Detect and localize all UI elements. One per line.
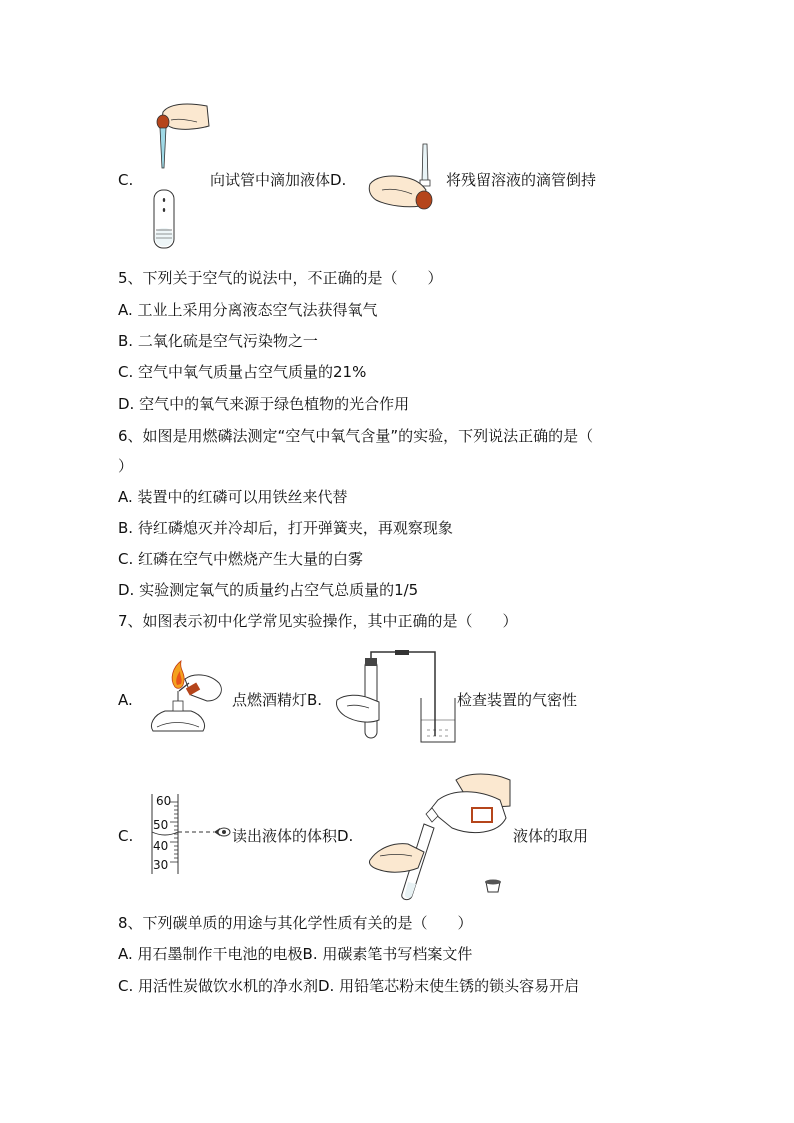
scale-tick-30: 30 bbox=[153, 858, 169, 872]
dropper-test-tube-figure bbox=[145, 100, 215, 255]
liquid-pouring-figure bbox=[368, 770, 513, 905]
question-6-option-b: B. 待红磷熄灭并冷却后，打开弹簧夹，再观察现象 bbox=[118, 519, 453, 537]
alcohol-lamp-lighting-figure bbox=[145, 655, 235, 743]
question-6-option-d: D. 实验测定氧气的质量约占空气总质量的1/5 bbox=[118, 581, 419, 599]
question-5-option-c: C. 空气中氧气质量占空气质量的21% bbox=[118, 363, 367, 381]
option-d-text: 将残留溶液的滴管倒持 bbox=[446, 171, 597, 189]
scale-tick-60: 60 bbox=[156, 794, 172, 808]
question-5-option-d: D. 空气中的氧气来源于绿色植物的光合作用 bbox=[118, 395, 410, 413]
question-6-stem: 6、如图是用燃磷法测定“空气中氧气含量”的实验，下列说法正确的是（ bbox=[118, 427, 594, 445]
question-6-stem-continuation: ） bbox=[118, 457, 134, 475]
graduated-cylinder-reading-figure bbox=[148, 792, 233, 876]
question-8-stem: 8、下列碳单质的用途与其化学性质有关的是（ ） bbox=[118, 914, 473, 932]
question-5-option-b: B. 二氧化硫是空气污染物之一 bbox=[118, 332, 318, 350]
inverted-dropper-figure bbox=[368, 140, 440, 220]
option-a-label: A. bbox=[118, 691, 133, 709]
option-a-text: 点燃酒精灯B. bbox=[232, 691, 323, 709]
option-c2-label: C. bbox=[118, 827, 134, 845]
option-c2-text: 读出液体的体积D. bbox=[232, 827, 354, 845]
question-6-option-c: C. 红磷在空气中燃烧产生大量的白雾 bbox=[118, 550, 364, 568]
option-b-text: 检查装置的气密性 bbox=[457, 691, 578, 709]
question-7-stem: 7、如图表示初中化学常见实验操作，其中正确的是（ ） bbox=[118, 612, 518, 630]
option-c-label: C. bbox=[118, 171, 134, 189]
question-5-stem: 5、下列关于空气的说法中，不正确的是（ ） bbox=[118, 269, 443, 287]
question-8-options-cd: C. 用活性炭做饮水机的净水剂D. 用铅笔芯粉末使生锈的锁头容易开启 bbox=[118, 977, 580, 995]
airtightness-check-figure bbox=[335, 650, 460, 745]
scale-tick-40: 40 bbox=[153, 839, 169, 853]
option-d2-text: 液体的取用 bbox=[513, 827, 589, 845]
question-5-option-a: A. 工业上采用分离液态空气法获得氧气 bbox=[118, 301, 378, 319]
option-c-text: 向试管中滴加液体D. bbox=[210, 171, 347, 189]
question-8-options-ab: A. 用石墨制作干电池的电极B. 用碳素笔书写档案文件 bbox=[118, 945, 473, 963]
scale-tick-50: 50 bbox=[153, 818, 169, 832]
question-6-option-a: A. 装置中的红磷可以用铁丝来代替 bbox=[118, 488, 348, 506]
